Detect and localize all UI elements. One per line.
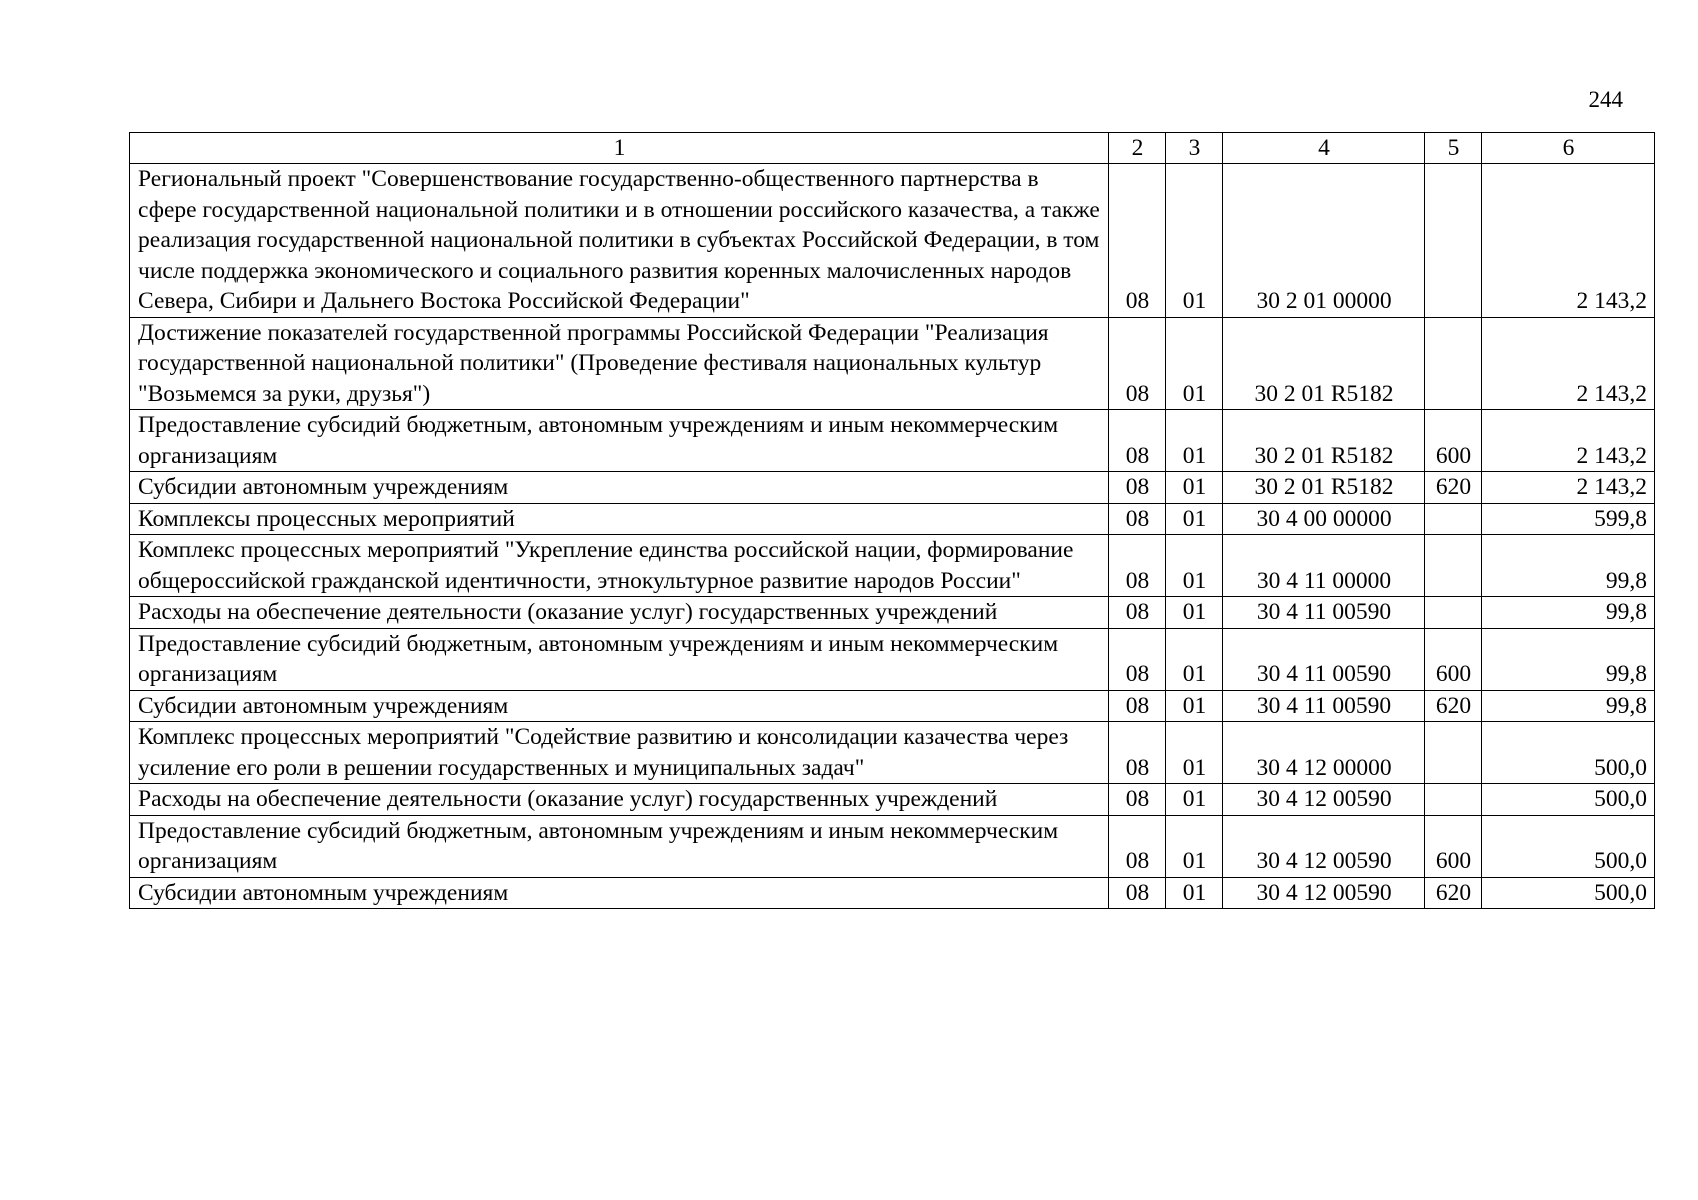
table-row (130, 784, 1655, 816)
section-cell: 08 (1109, 877, 1166, 909)
expense-type-cell (1425, 503, 1482, 535)
expense-type-cell: 600 (1425, 410, 1482, 472)
amount-cell: 500,0 (1482, 784, 1655, 816)
row-name-cell: Комплекс процессных мероприятий "Укрепление единства российской нации, формирование общероссийской гражданской идентичности, этнокультурное развитие народов России" (130, 535, 1109, 597)
subsection-cell: 01 (1166, 503, 1223, 535)
row-name-cell: Расходы на обеспечение деятельности (оказание услуг) государственных учреждений (130, 597, 1109, 629)
section-cell: 08 (1109, 722, 1166, 784)
target-code-cell: 30 4 11 00000 (1223, 535, 1425, 597)
page-number: 244 (1588, 87, 1623, 112)
target-code-cell: 30 4 11 00590 (1223, 690, 1425, 722)
amount-cell: 2 143,2 (1482, 164, 1655, 318)
amount-cell: 500,0 (1482, 877, 1655, 909)
section-cell: 08 (1109, 628, 1166, 690)
table-row (130, 597, 1655, 629)
row-name-cell: Предоставление субсидий бюджетным, автономным учреждениям и иным некоммерческим организациям (130, 628, 1109, 690)
subsection-cell: 01 (1166, 535, 1223, 597)
target-code-cell: 30 2 01 R5182 (1223, 317, 1425, 410)
table-row (130, 472, 1655, 504)
subsection-cell: 01 (1166, 628, 1223, 690)
section-cell: 08 (1109, 503, 1166, 535)
row-name-cell: Предоставление субсидий бюджетным, автономным учреждениям и иным некоммерческим организациям (130, 410, 1109, 472)
amount-cell: 99,8 (1482, 628, 1655, 690)
target-code-cell: 30 2 01 R5182 (1223, 472, 1425, 504)
row-name-cell: Комплекс процессных мероприятий "Содействие развитию и консолидации казачества через усиление его роли в решении государственных и муниципальных задач" (130, 722, 1109, 784)
column-header-5: 5 (1425, 133, 1482, 164)
amount-cell: 2 143,2 (1482, 472, 1655, 504)
amount-cell: 99,8 (1482, 597, 1655, 629)
amount-cell: 500,0 (1482, 722, 1655, 784)
subsection-cell: 01 (1166, 784, 1223, 816)
subsection-cell: 01 (1166, 317, 1223, 410)
subsection-cell: 01 (1166, 472, 1223, 504)
amount-cell: 2 143,2 (1482, 317, 1655, 410)
table-row (130, 503, 1655, 535)
column-header-2: 2 (1109, 133, 1166, 164)
amount-cell: 99,8 (1482, 535, 1655, 597)
column-header-1: 1 (130, 133, 1109, 164)
table-row (130, 535, 1655, 597)
amount-cell: 500,0 (1482, 815, 1655, 877)
target-code-cell: 30 2 01 00000 (1223, 164, 1425, 318)
amount-cell: 2 143,2 (1482, 410, 1655, 472)
table-row (130, 317, 1655, 410)
section-cell: 08 (1109, 690, 1166, 722)
table-row (130, 628, 1655, 690)
row-name-cell: Субсидии автономным учреждениям (130, 690, 1109, 722)
table-row (130, 722, 1655, 784)
section-cell: 08 (1109, 164, 1166, 318)
row-name-cell: Комплексы процессных мероприятий (130, 503, 1109, 535)
column-header-4: 4 (1223, 133, 1425, 164)
table-row (130, 877, 1655, 909)
row-name-cell: Субсидии автономным учреждениям (130, 472, 1109, 504)
subsection-cell: 01 (1166, 877, 1223, 909)
row-name-cell: Предоставление субсидий бюджетным, автономным учреждениям и иным некоммерческим организациям (130, 815, 1109, 877)
expense-type-cell: 600 (1425, 628, 1482, 690)
section-cell: 08 (1109, 410, 1166, 472)
expense-type-cell: 620 (1425, 877, 1482, 909)
amount-cell: 99,8 (1482, 690, 1655, 722)
target-code-cell: 30 4 12 00590 (1223, 784, 1425, 816)
section-cell: 08 (1109, 815, 1166, 877)
target-code-cell: 30 4 12 00000 (1223, 722, 1425, 784)
section-cell: 08 (1109, 535, 1166, 597)
target-code-cell: 30 4 12 00590 (1223, 815, 1425, 877)
table-header-row (130, 133, 1655, 164)
expense-type-cell (1425, 535, 1482, 597)
expense-type-cell: 600 (1425, 815, 1482, 877)
target-code-cell: 30 4 11 00590 (1223, 628, 1425, 690)
expense-type-cell (1425, 784, 1482, 816)
row-name-cell: Достижение показателей государственной программы Российской Федерации "Реализация государственной национальной политики" (Проведение фестиваля национальных культур "Возьмемся за руки, друзья") (130, 317, 1109, 410)
section-cell: 08 (1109, 597, 1166, 629)
row-name-cell: Расходы на обеспечение деятельности (оказание услуг) государственных учреждений (130, 784, 1109, 816)
table-body (130, 164, 1655, 909)
target-code-cell: 30 4 11 00590 (1223, 597, 1425, 629)
section-cell: 08 (1109, 784, 1166, 816)
expense-type-cell (1425, 164, 1482, 318)
expense-type-cell: 620 (1425, 690, 1482, 722)
expense-type-cell (1425, 317, 1482, 410)
column-header-6: 6 (1482, 133, 1655, 164)
table-row (130, 164, 1655, 318)
row-name-cell: Региональный проект "Совершенствование государственно-общественного партнерства в сфере государственной национальной политики и в отношении российского казачества, а также реализация государственной национальной политики в субъектах Российской Федерации, в том числе поддержка экономического и социального развития коренных малочисленных народов Севера, Сибири и Дальнего Востока Российской Федерации" (130, 164, 1109, 318)
target-code-cell: 30 2 01 R5182 (1223, 410, 1425, 472)
subsection-cell: 01 (1166, 722, 1223, 784)
budget-table (129, 132, 1655, 909)
target-code-cell: 30 4 12 00590 (1223, 877, 1425, 909)
row-name-cell: Субсидии автономным учреждениям (130, 877, 1109, 909)
amount-cell: 599,8 (1482, 503, 1655, 535)
subsection-cell: 01 (1166, 410, 1223, 472)
table-row (130, 690, 1655, 722)
target-code-cell: 30 4 00 00000 (1223, 503, 1425, 535)
expense-type-cell: 620 (1425, 472, 1482, 504)
section-cell: 08 (1109, 317, 1166, 410)
table-row (130, 410, 1655, 472)
table-row (130, 815, 1655, 877)
expense-type-cell (1425, 722, 1482, 784)
subsection-cell: 01 (1166, 690, 1223, 722)
section-cell: 08 (1109, 472, 1166, 504)
expense-type-cell (1425, 597, 1482, 629)
column-header-3: 3 (1166, 133, 1223, 164)
subsection-cell: 01 (1166, 164, 1223, 318)
subsection-cell: 01 (1166, 815, 1223, 877)
subsection-cell: 01 (1166, 597, 1223, 629)
